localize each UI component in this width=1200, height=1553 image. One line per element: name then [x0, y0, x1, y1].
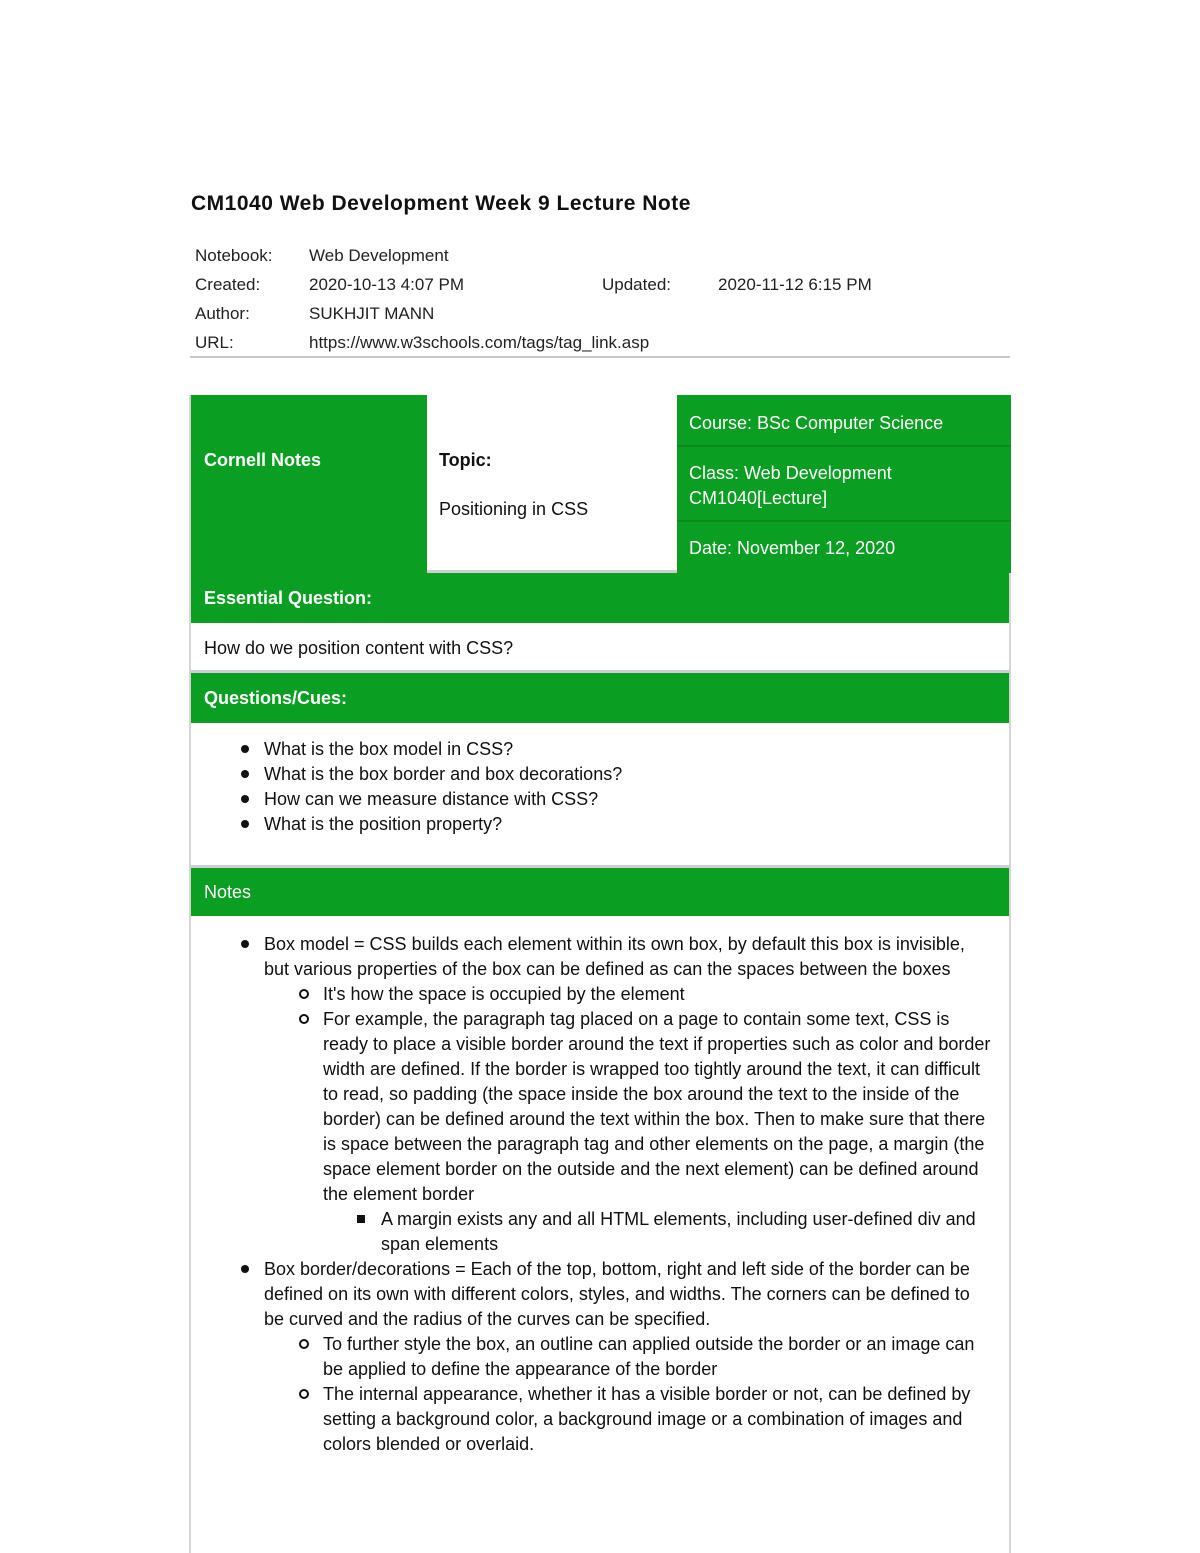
list-item — [263, 1332, 991, 1382]
class-line-1: Class: Web Development — [689, 463, 892, 483]
note-text: It's how the space is occupied by the element — [323, 984, 685, 1004]
cornell-note — [189, 395, 1011, 1553]
notebook-value: Web Development — [309, 246, 449, 265]
note-text: A margin exists any and all HTML elements, including user-defined div and span elements — [381, 1209, 976, 1254]
date-text: Date: November 12, 2020 — [689, 538, 896, 558]
sub-list — [264, 1332, 991, 1457]
questions-cues-header: Questions/Cues: — [191, 673, 1009, 723]
class-cell — [677, 447, 1011, 522]
cornell-header — [191, 395, 1009, 573]
essential-question-header: Essential Question: — [191, 573, 1009, 623]
meta-row-notebook — [195, 241, 1011, 270]
class-line-2: CM1040[Lecture] — [689, 488, 828, 508]
meta-row-url — [195, 328, 1011, 357]
list-item — [263, 982, 991, 1007]
list-item: What is the box border and box decorations? — [191, 762, 1009, 787]
cornell-notes-label: Cornell Notes — [204, 450, 322, 470]
updated-value: 2020-11-12 6:15 PM — [718, 275, 872, 294]
metadata-divider — [190, 356, 1010, 358]
list-item: How can we measure distance with CSS? — [191, 787, 1009, 812]
created-value: 2020-10-13 4:07 PM — [309, 275, 464, 294]
author-label: Author: — [195, 304, 250, 323]
list-item — [263, 1007, 991, 1257]
list-item — [323, 1207, 991, 1257]
updated-label: Updated: — [602, 275, 671, 294]
notebook-label: Notebook: — [195, 246, 273, 265]
topic-value: Positioning in CSS — [439, 499, 589, 519]
meta-row-author — [195, 299, 1011, 328]
cornell-notes-cell — [191, 395, 427, 573]
topic-cell — [427, 395, 677, 573]
sub-sub-list — [323, 1207, 991, 1257]
url-label: URL: — [195, 333, 234, 352]
notes-list — [191, 932, 991, 1457]
list-item — [191, 932, 991, 1257]
notes-header: Notes — [191, 868, 1009, 916]
list-item: What is the position property? — [191, 812, 1009, 837]
course-text: Course: BSc Computer Science — [689, 413, 944, 433]
note-metadata — [195, 241, 1011, 357]
note-text: The internal appearance, whether it has a visible border or not, can be defined by setting a background color, a background image or a combination of images and colors blended or overlaid. — [323, 1384, 971, 1454]
questions-cues-body — [191, 723, 1009, 868]
url-link[interactable]: https://www.w3schools.com/tags/tag_link.asp — [309, 333, 650, 352]
note-box-model: Box model = CSS builds each element within its own box, by default this box is invisible, but various properties of the box can be defined as can the spaces between the boxes — [264, 934, 965, 979]
essential-question-text: How do we position content with CSS? — [191, 623, 1009, 673]
author-value: SUKHJIT MANN — [309, 304, 435, 323]
meta-row-created — [195, 270, 1011, 299]
created-label: Created: — [195, 275, 261, 294]
list-item: What is the box model in CSS? — [191, 737, 1009, 762]
course-info-column — [677, 395, 1011, 573]
note-box-border: Box border/decorations = Each of the top, bottom, right and left side of the border can be defined on its own with different colors, styles, and widths. The corners can be defined to be curved and the radius of the curves can be specified. — [264, 1259, 970, 1329]
list-item — [191, 1257, 991, 1457]
sub-list — [264, 982, 991, 1257]
list-item — [263, 1382, 991, 1457]
note-text: To further style the box, an outline can applied outside the border or an image can be applied to define the appearance of the border — [323, 1334, 975, 1379]
cues-list — [191, 737, 1009, 837]
course-cell — [677, 395, 1011, 447]
date-cell — [677, 522, 1011, 573]
topic-label: Topic: — [439, 450, 492, 470]
note-text: For example, the paragraph tag placed on a page to contain some text, CSS is ready to place a visible border around the text if properties such as color and border width are defined. If the border is wrapped too tightly around the text, it can difficult to read, so padding (the space inside the box around the text to the inside of the border) can be defined around the text within the box. Then to make sure that there is space between the paragraph tag and other elements on the page, a margin (the space element border on the outside and the next element) can be defined around the element border — [323, 1009, 991, 1204]
page-title: CM1040 Web Development Week 9 Lecture Note — [191, 192, 691, 215]
